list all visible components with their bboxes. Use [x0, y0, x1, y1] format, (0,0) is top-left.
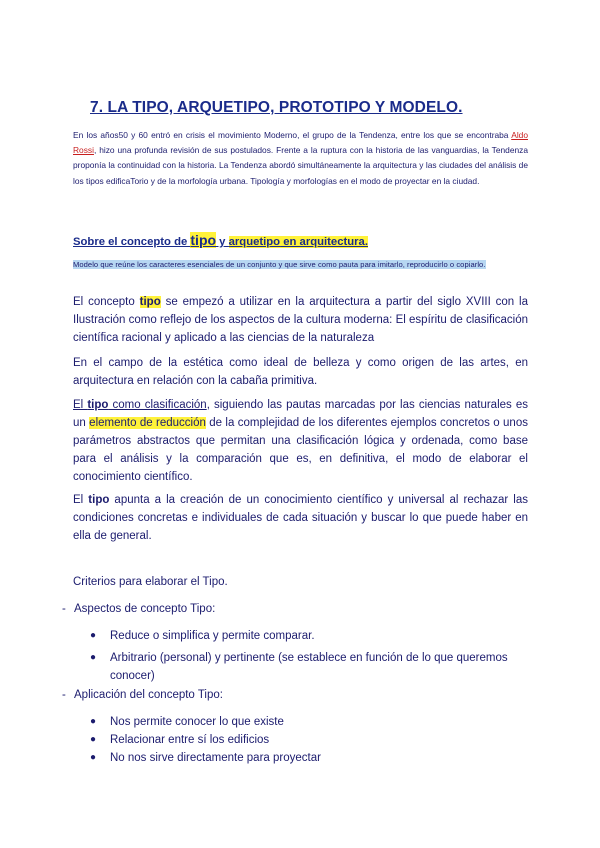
section-title: 7. LA TIPO, ARQUETIPO, PROTOTIPO Y MODELO. — [90, 99, 463, 116]
p3-text-a: , siguiendo las pautas marcadas por las ciencias naturales es un — [73, 399, 529, 429]
dash-marker: - — [62, 689, 66, 701]
p4-text-b: apunta a la creación de un conocimiento científico y universal al rechazar las condiciones concretas e individuales de cada situación y buscar lo que puede haber en ella de general. — [73, 494, 529, 542]
p4-tipo: tipo — [88, 494, 110, 506]
application-heading — [62, 689, 223, 701]
definition-text: Modelo que reúne los caracteres esenciales de un conjunto y que sirve como pauta para imitarlo, reproducirlo o copiarlo. — [73, 260, 486, 269]
list-item-text: Relacionar entre sí los edificios — [110, 734, 270, 746]
list-item-text: Arbitrario (personal) y pertinente (se establece en función de lo que queremos conocer) — [110, 652, 508, 682]
subheading-tipo: tipo — [190, 232, 217, 248]
bullet-icon: ● — [90, 752, 97, 763]
p3-como: como clasificación — [108, 399, 207, 411]
list-item — [90, 649, 530, 685]
subheading — [73, 232, 368, 248]
aspects-list — [90, 627, 530, 685]
p3-tipo: tipo — [87, 399, 109, 411]
intro-paragraph — [73, 128, 528, 189]
bullet-icon: ● — [90, 652, 97, 663]
subheading-arquetipo: arquetipo — [228, 236, 281, 248]
subheading-part1: Sobre el concepto de — [73, 236, 191, 248]
list-item — [90, 749, 530, 767]
list-item-text: Reduce o simplifica y permite comparar. — [110, 630, 315, 642]
paragraph-1 — [73, 293, 528, 347]
application-heading-text: Aplicación del concepto Tipo: — [74, 689, 223, 701]
list-item — [90, 713, 530, 731]
author-name: Aldo Rossi — [73, 130, 528, 156]
criteria-heading: Criterios para elaborar el Tipo. — [73, 576, 228, 588]
aspects-heading — [62, 603, 215, 615]
p3-el: El — [73, 399, 88, 411]
definition-highlight — [73, 258, 528, 272]
list-item — [90, 731, 530, 749]
intro-text-end: , hizo una profunda revisión de sus postulados. Frente a la ruptura con la historia de las vanguardias, la Tendenza proponía la continuidad con la historia. La Tendenza abordó simultáneamente la arquitectura y las ciudades del análisis de los tipos edificaTorio y de la morfología urbana. Tipología y morfologías en el modo de proyectar en la ciudad. — [73, 145, 528, 186]
p3-text-b: de la complejidad de los diferentes ejemplos concretos o unos parámetros abstractos que permitan una clasificación lógica y ordenada, como base para el análisis y la comparación que es, en definitiva, el modo de elaborar el conocimiento científico. — [73, 417, 528, 483]
subheading-part2: y — [216, 236, 229, 248]
subheading-part3: en arquitectura. — [280, 236, 368, 248]
p1-text-b: se empezó a utilizar en la arquitectura a partir del siglo XVIII con la Ilustración como reflejo de los aspectos de la cultura moderna: El espíritu de clasificación científica racional y aplicado a las ciencias de la naturaleza — [73, 296, 528, 344]
p1-tipo: tipo — [139, 296, 161, 308]
paragraph-3 — [73, 396, 528, 486]
bullet-icon: ● — [90, 630, 97, 641]
application-list — [90, 713, 530, 767]
bullet-icon: ● — [90, 716, 97, 727]
dash-marker: - — [62, 603, 66, 615]
paragraph-2: En el campo de la estética como ideal de belleza y como origen de las artes, en arquitectura en relación con la cabaña primitiva. — [73, 357, 528, 387]
intro-text-start: En los años50 y 60 entró en crisis el movimiento Moderno, el grupo de la Tendenza, entre los que se encontraba — [73, 130, 512, 140]
p4-text-a: El — [73, 494, 89, 506]
list-item — [90, 627, 530, 645]
paragraph-4 — [73, 491, 528, 545]
p1-text-a: El concepto — [73, 296, 140, 308]
list-item-text: Nos permite conocer lo que existe — [110, 716, 284, 728]
p3-elemento: elemento de reducción — [89, 417, 206, 429]
list-item-text: No nos sirve directamente para proyectar — [110, 752, 321, 764]
aspects-heading-text: Aspectos de concepto Tipo: — [74, 603, 216, 615]
bullet-icon: ● — [90, 734, 97, 745]
